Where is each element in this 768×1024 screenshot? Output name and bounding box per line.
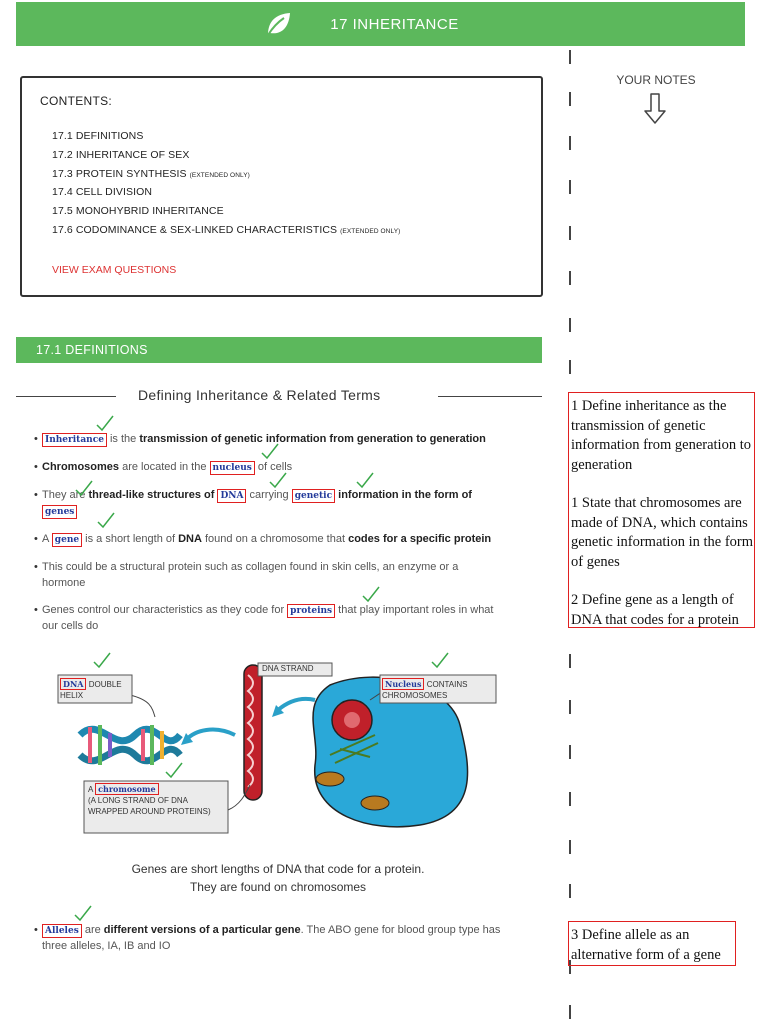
contents-list — [52, 130, 400, 243]
leaf-icon — [264, 11, 292, 37]
view-exam-questions-link[interactable]: VIEW EXAM QUESTIONS — [52, 264, 177, 276]
chromosome-illustration — [244, 665, 262, 800]
contents-box — [20, 76, 543, 297]
contents-item[interactable]: 17.5 MONOHYBRID INHERITANCE — [52, 205, 224, 218]
bullet-genes-control: • Genes control our characteristics as they code for proteins that play important roles in what our cells do — [34, 604, 494, 632]
section-title: 17.1 DEFINITIONS — [16, 337, 542, 363]
dna-helix-illustration — [80, 725, 180, 765]
bullet-structural-protein: • This could be a structural protein such as collagen found in skin cells, an enzyme or a hormone — [34, 561, 459, 589]
contents-item[interactable]: 17.3 PROTEIN SYNTHESIS (EXTENDED ONLY) — [52, 167, 250, 180]
diagram-caption: Genes are short lengths of DNA that code for a protein. They are found on chromosomes — [131, 862, 425, 894]
handwritten-annotation: proteins — [287, 604, 335, 618]
dna-label: DNA DOUBLE HELIX — [60, 679, 122, 700]
tick-icon — [96, 510, 116, 530]
tick-icon — [355, 470, 375, 490]
contents-item[interactable]: 17.2 INHERITANCE OF SEX — [52, 148, 190, 161]
bullet-alleles: • Alleles are different versions of a particular gene. The ABO gene for blood group type has three alleles, IA, IB and IO — [34, 924, 501, 952]
note-gene: 2 Define gene as a length of DNA that codes for a protein — [571, 592, 739, 628]
tick-icon — [74, 478, 94, 498]
chromosome-label: A chromosome (A LONG STRAND OF DNA WRAPPED AROUND PROTEINS) — [88, 784, 211, 816]
bullet-inheritance: • Inheritance is the transmission of genetic information from generation to generation — [34, 433, 486, 445]
note-inheritance: 1 Define inheritance as the transmission of genetic information from generation to generation — [571, 398, 751, 473]
handwritten-annotation: Alleles — [42, 924, 82, 938]
contents-heading: CONTENTS: — [40, 94, 113, 108]
handwritten-annotation: DNA — [217, 489, 246, 503]
tick-icon — [268, 470, 288, 490]
contents-item[interactable]: 17.4 CELL DIVISION — [52, 186, 153, 199]
tick-icon — [95, 413, 115, 433]
contents-item[interactable]: 17.6 CODOMINANCE & SEX-LINKED CHARACTERISTICS (EXTENDED ONLY) — [52, 223, 401, 236]
dna-strand-label: DNA STRAND — [262, 664, 314, 673]
handwritten-annotation: gene — [52, 533, 82, 547]
contents-item[interactable]: 17.1 DEFINITIONS — [52, 130, 144, 142]
note-box-allele — [568, 921, 736, 966]
handwritten-annotation: genes — [42, 505, 77, 519]
tick-icon — [73, 903, 93, 923]
note-allele: 3 Define allele as an alternative form of a gene — [571, 927, 721, 963]
bullet-thread-like: • They are thread-like structures of DNA carrying genetic information in the form of genes — [34, 489, 472, 517]
tick-icon — [260, 441, 280, 461]
tick-icon — [430, 650, 450, 670]
tick-icon — [164, 760, 184, 780]
tick-icon — [92, 650, 112, 670]
down-arrow-icon — [643, 93, 667, 125]
chapter-banner — [16, 2, 745, 46]
tick-icon — [361, 584, 381, 604]
bullet-gene: • A gene is a short length of DNA found on a chromosome that codes for a specific protein — [34, 533, 492, 545]
note-chromosomes: 1 State that chromosomes are made of DNA, which contains genetic information in the form of genes — [571, 495, 754, 570]
chapter-title: 17 INHERITANCE — [330, 15, 459, 33]
nucleus-label: Nucleus CONTAINS CHROMOSOMES — [382, 679, 468, 700]
handwritten-annotation: nucleus — [210, 461, 255, 475]
subheading — [16, 386, 542, 406]
your-notes-label: YOUR NOTES — [616, 73, 696, 87]
note-box-definitions — [568, 392, 755, 628]
bullet-chromosomes: • Chromosomes are located in the nucleus of cells — [34, 461, 293, 473]
divider — [16, 396, 116, 397]
dna-chromosome-diagram — [40, 645, 520, 850]
handwritten-annotation: genetic — [292, 489, 335, 503]
divider — [438, 396, 542, 397]
handwritten-annotation: Inheritance — [42, 433, 107, 447]
subheading-text: Defining Inheritance & Related Terms — [138, 387, 381, 403]
